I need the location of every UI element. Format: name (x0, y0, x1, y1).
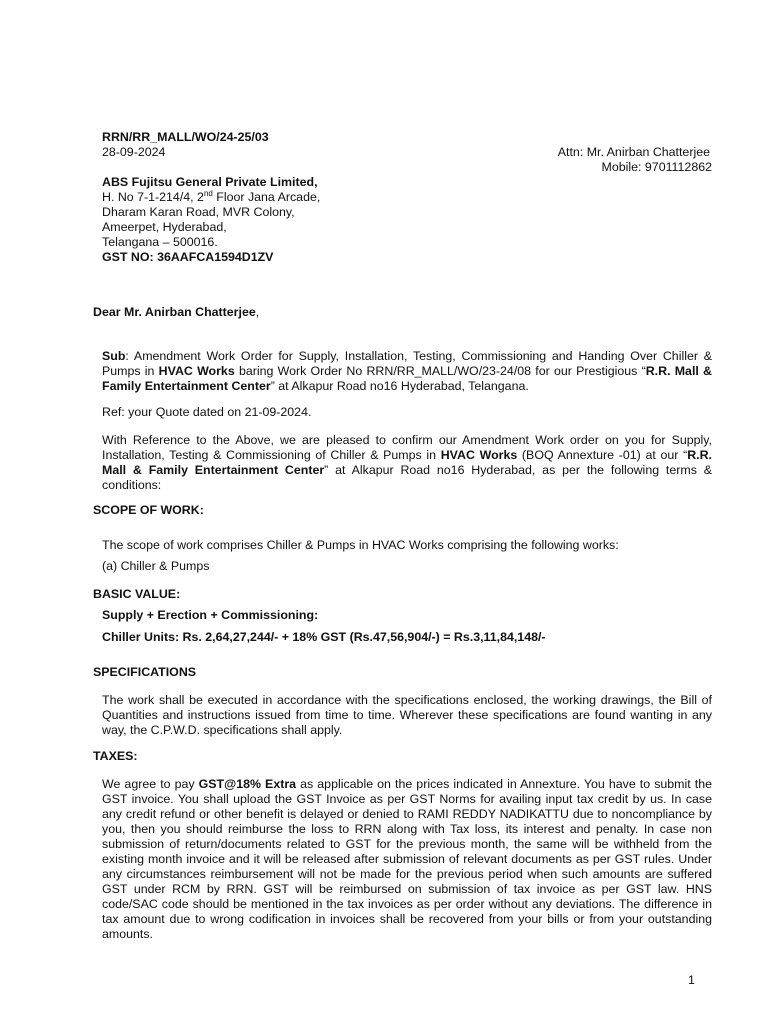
reference-number: RRN/RR_MALL/WO/24-25/03 (102, 130, 269, 144)
scope-heading: SCOPE OF WORK: (93, 503, 204, 517)
address-line-3: Ameerpet, Hyderabad, (102, 220, 227, 234)
letter-date: 28-09-2024 (102, 145, 166, 159)
scope-text: The scope of work comprises Chiller & Pumps in HVAC Works comprising the following works: (102, 538, 619, 552)
recipient-company: ABS Fujitsu General Private Limited, (102, 175, 318, 189)
taxes-heading: TAXES: (93, 749, 138, 763)
attention-line: Attn: Mr. Anirban Chatterjee (557, 145, 710, 159)
taxes-paragraph: We agree to pay GST@18% Extra as applicable on the prices indicated in Annexture. You have to submit the GST invoice. You shall upload the GST Invoice as per GST Norms for availing input tax credit by us. In case any credit refund or other benefit is delayed or denied to RAMI REDDY NADIKATTU due to noncompliance by you, then you should reimburse the loss to RRN along with Tax loss, its interest and penalty. In case non submission of return/documents related to GST for the previous month, the same will be withheld from the existing month invoice and it will be released after submission of relevant documents as per GST rules. Under any circumstances reimbursement will not be made for the previous period when such amounts are suffered GST under RCM by RRN. GST will be reimbursed on submission of tax invoice as per GST law. HNS code/SAC code should be mentioned in the tax invoices as per order without any deviations. The difference in tax amount due to wrong codification in invoices shall be recovered from your bills or from your outstanding amounts. (102, 777, 712, 941)
basic-value-line-2: Chiller Units: Rs. 2,64,27,244/- + 18% GST (Rs.47,56,904/-) = Rs.3,11,84,148/- (102, 630, 546, 644)
page-number: 1 (688, 973, 695, 987)
salutation: Dear Mr. Anirban Chatterjee, (93, 305, 260, 319)
mobile-number: Mobile: 9701112862 (601, 160, 712, 174)
address-line-4: Telangana – 500016. (102, 235, 218, 249)
scope-item: (a) Chiller & Pumps (102, 559, 210, 573)
reference-line: Ref: your Quote dated on 21-09-2024. (102, 405, 312, 419)
address-line-1: H. No 7-1-214/4, 2nd Floor Jana Arcade, (102, 188, 321, 204)
intro-paragraph: With Reference to the Above, we are pleased to confirm our Amendment Work order on you for Supply, Installation, Testing & Commissioning of Chiller & Pumps in HVAC Works (BOQ Annexture -01) at our “R.R. Mall & Family Entertainment Center” at Alkapur Road no16 Hyderabad, as per the following terms & conditions: (102, 433, 713, 492)
gst-number: GST NO: 36AAFCA1594D1ZV (102, 250, 274, 264)
specifications-text: The work shall be executed in accordance with the specifications enclosed, the working drawings, the Bill of Quantities and instructions issued from time to time. Wherever these specifications are found wanting in any way, the C.P.W.D. specifications shall apply. (102, 693, 712, 737)
specifications-heading: SPECIFICATIONS (93, 665, 197, 679)
basic-value-heading: BASIC VALUE: (93, 587, 181, 601)
basic-value-line-1: Supply + Erection + Commissioning: (102, 608, 319, 622)
subject-paragraph: Sub: Amendment Work Order for Supply, Installation, Testing, Commissioning and Handing Over Chiller & Pumps in HVAC Works baring Work Order No RRN/RR_MALL/WO/23-24/08 for our Prestigious “R.R. Mall & Family Entertainment Center” at Alkapur Road no16 Hyderabad, Telangana. (102, 349, 713, 393)
address-line-2: Dharam Karan Road, MVR Colony, (102, 205, 295, 219)
